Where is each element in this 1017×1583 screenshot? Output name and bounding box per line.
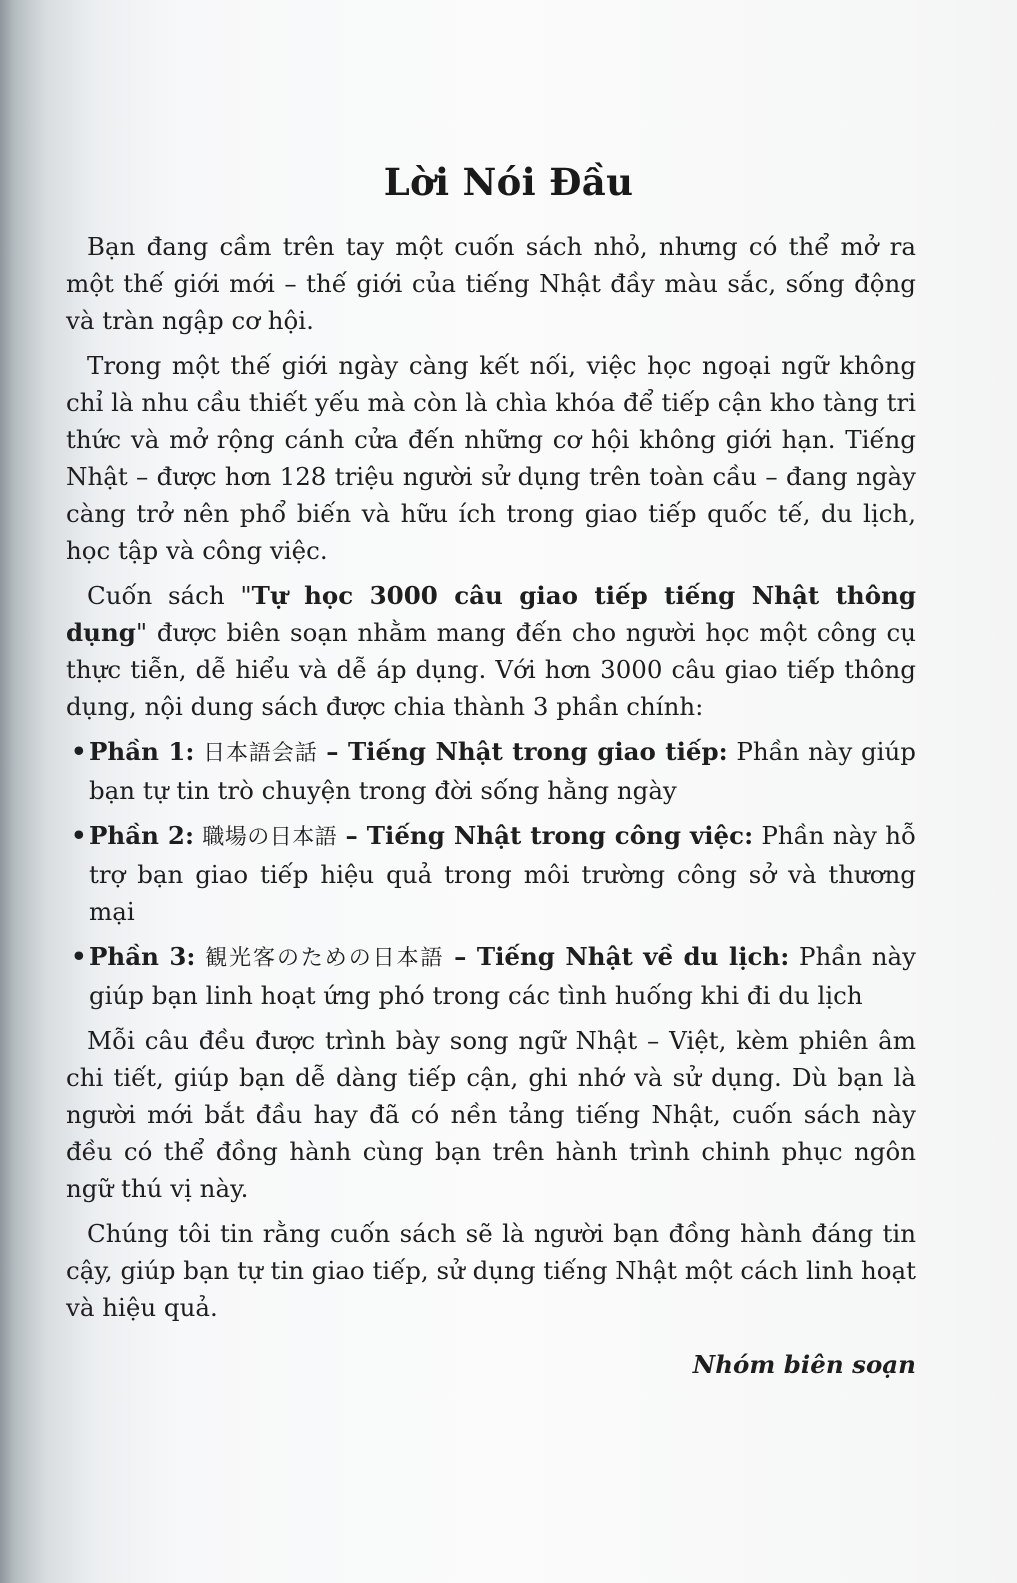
part-japanese-title: 観光客のための日本語	[205, 946, 445, 971]
intro-paragraph-2: Trong một thế giới ngày càng kết nối, việc học ngoại ngữ không chỉ là nhu cầu thiết yếu mà còn là chìa khóa để tiếp cận kho tàng tri thức và mở rộng cánh cửa đến những cơ hội không giới hạn. Tiếng Nhật – được hơn 128 triệu người sử dụng trên toàn cầu – đang ngày càng trở nên phổ biến và hữu ích trong giao tiếp quốc tế, du lịch, học tập và công việc.	[66, 351, 916, 565]
part-japanese-title: 日本語会話	[203, 741, 318, 766]
preface-body	[66, 228, 916, 1383]
bullet-icon: •	[71, 737, 87, 766]
book-paragraph	[66, 577, 916, 725]
book-paragraph-suffix: " được biên soạn nhằm mang đến cho người học một công cụ thực tiễn, dễ hiểu và dễ áp dụng. Với hơn 3000 câu giao tiếp thông dụng, nội dung sách được chia thành 3 phần chính:	[66, 618, 916, 721]
part-vietnamese-title: – Tiếng Nhật về du lịch:	[454, 942, 790, 971]
outro-paragraph-2: Chúng tôi tin rằng cuốn sách sẽ là người bạn đồng hành đáng tin cậy, giúp bạn tự tin giao tiếp, sử dụng tiếng Nhật một cách linh hoạt và hiệu quả.	[66, 1219, 916, 1322]
outro-paragraph-1: Mỗi câu đều được trình bày song ngữ Nhật – Việt, kèm phiên âm chi tiết, giúp bạn dễ dàng tiếp cận, ghi nhớ và sử dụng. Dù bạn là người mới bắt đầu hay đã có nền tảng tiếng Nhật, cuốn sách này đều có thể đồng hành cùng bạn trên hành trình chinh phục ngôn ngữ thú vị này.	[66, 1026, 916, 1203]
parts-list	[66, 733, 916, 1014]
part-label: Phần 2:	[89, 821, 195, 850]
intro-paragraph-1: Bạn đang cầm trên tay một cuốn sách nhỏ, nhưng có thể mở ra một thế giới mới – thế giới của tiếng Nhật đầy màu sắc, sống động và tràn ngập cơ hội.	[66, 232, 916, 335]
list-item	[66, 733, 916, 809]
part-label: Phần 1:	[89, 737, 195, 766]
part-vietnamese-title: – Tiếng Nhật trong giao tiếp:	[326, 737, 728, 766]
page-title: Lời Nói Đầu	[383, 160, 634, 204]
book-title: Tự học 3000 câu giao tiếp tiếng Nhật thông dụng	[66, 581, 916, 647]
part-description: Phần này giúp bạn tự tin trò chuyện trong đời sống hằng ngày	[89, 737, 916, 805]
bullet-icon: •	[71, 942, 87, 971]
part-vietnamese-title: – Tiếng Nhật trong công việc:	[345, 821, 754, 850]
bullet-icon: •	[71, 821, 87, 850]
part-description: Phần này hỗ trợ bạn giao tiếp hiệu quả trong môi trường công sở và thương mại	[89, 821, 916, 926]
list-item	[66, 817, 916, 930]
signature: Nhóm biên soạn	[692, 1350, 916, 1379]
list-item	[66, 938, 916, 1014]
book-paragraph-prefix: Cuốn sách "	[87, 581, 252, 610]
part-label: Phần 3:	[89, 942, 196, 971]
part-description: Phần này giúp bạn linh hoạt ứng phó trong các tình huống khi đi du lịch	[89, 942, 916, 1010]
part-japanese-title: 職場の日本語	[202, 825, 338, 850]
